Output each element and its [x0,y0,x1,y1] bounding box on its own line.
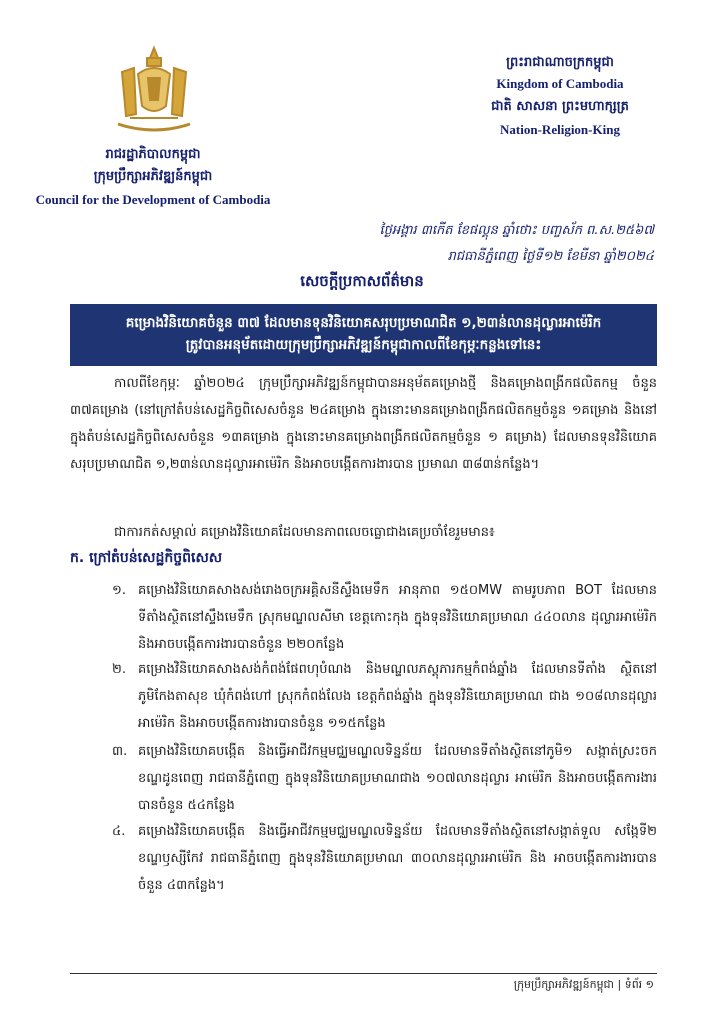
lunar-date: ថ្ងៃអង្គារ ៣កើត ខែផល្គុន ឆ្នាំថោះ បញ្ចស័ក ព.ស.២៥៦៧ [379,223,654,238]
list-item-number: ១. [112,583,126,598]
motto-english: Nation-Religion-King [500,122,620,137]
agency-name-khmer-line2: ក្រុមប្រឹក្សាអភិវឌ្ឍន៍កម្ពុជា [93,169,213,184]
agency-name-khmer-line1: រាជរដ្ឋាភិបាលកម្ពុជា [105,147,201,162]
list-item-text: គម្រោងវិនិយោគបង្កើត និងធ្វើអាជីវកម្មមជ្ឈមណ្ឌលទិន្នន័យ ដែលមានទីតាំងស្ថិតនៅសង្កាត់ទួល សង្កែទី២ ខណ្ឌឫស្សីកែវ រាជធានីភ្នំពេញ ក្នុងទុនវិនិយោគប្រមាណ ៣០លានដុល្លារអាម៉េរិក និង អាចបង្កើតការងារបានចំនួន ៤៣កន្លែង។ [138,824,657,893]
list-item [112,738,657,819]
document-title: សេចក្ដីប្រកាសព័ត៌មាន [300,272,424,290]
footer-page-label: ក្រុមប្រឹក្សាអភិវឌ្ឍន៍កម្ពុជា | ទំព័រ ១ [513,978,654,991]
list-item-number: ៤. [112,824,126,839]
intro-paragraph: កាលពីខែកុម្ភៈ ឆ្នាំ២០២៤ ក្រុមប្រឹក្សាអភិវឌ្ឍន៍កម្ពុជាបានអនុម័តគម្រោងថ្មី និងគម្រោងពង្រីកផលិតកម្ម ចំនួន ៣៧គម្រោង (នៅក្រៅតំបន់សេដ្ឋកិច្ចពិសេសចំនួន ២៤គម្រោង ក្នុងនោះមានគម្រោងពង្រីកផលិតកម្មចំនួន ១គម្រោង និងនៅក្នុងតំបន់សេដ្ឋកិច្ចពិសេសចំនួន ១៣គម្រោង ក្នុងនោះមានគម្រោងពង្រីកផលិតកម្មចំនួន ១ គម្រោង) ដែលមានទុនវិនិយោគសរុបប្រមាណជិត ១,២៣ន់លានដុល្លារអាម៉េរិក និងអាចបង្កើតការងារបាន ប្រមាណ ៣៨៣ន់កន្លែង។ [70,376,657,472]
headline-line-1: គម្រោងវិនិយោគចំនួន ៣៧ ដែលមានទុនវិនិយោគសរុបប្រមាណជិត ១,២៣ន់លានដុល្លារអាម៉េរិក [125,315,602,331]
list-item [112,818,657,899]
kingdom-khmer: ព្រះរាជាណាចក្រកម្ពុជា [506,55,614,70]
highlight-intro-paragraph: ជាការកត់សម្គាល់ គម្រោងវិនិយោគដែលមានភាពលេចធ្លោជាងគេប្រចាំខែរួមមាន៖ [114,525,495,540]
solar-date: រាជធានីភ្នំពេញ ថ្ងៃទី១២ ខែមីនា ឆ្នាំ២០២៤ [447,249,654,264]
list-item-text: គម្រោងវិនិយោគសាងសង់រោងចក្រអគ្គិសនីស្ទឹងមេទឹក អានុភាព ១៥០MW តាមរូបភាព BOT ដែលមាន ទីតាំងស្ថិតនៅស្ទឹងមេទឹក ស្រុកមណ្ឌលសីមា ខេត្តកោះកុង ក្នុងទុនវិនិយោគប្រមាណ ៤៤០លាន ដុល្លារអាម៉េរិក និងអាចបង្កើតការងារបានចំនួន ២២០កន្លែង [138,583,657,652]
list-item [112,577,657,658]
footer-divider [70,973,657,974]
list-item-text: គម្រោងវិនិយោគសាងសង់កំពង់ផែពហុបំណង និងមណ្ឌលភស្តុភារកម្មកំពង់ឆ្នាំង ដែលមានទីតាំង ស្ថិតនៅភូមិកែងតាសុខ ឃុំកំពង់ហៅ ស្រុកកំពង់លែង ខេត្តកំពង់ឆ្នាំង ក្នុងទុនវិនិយោគប្រមាណ ជាង ១០៨លានដុល្លារអាម៉េរិក និងអាចបង្កើតការងារបានចំនួន ១១៥កន្លែង [138,662,657,731]
list-item-text: គម្រោងវិនិយោគបង្កើត និងធ្វើអាជីវកម្មមជ្ឈមណ្ឌលទិន្នន័យ ដែលមានទីតាំងស្ថិតនៅភូមិ១ សង្កាត់ស្រះចក ខណ្ឌដូនពេញ រាជធានីភ្នំពេញ ក្នុងទុនវិនិយោគប្រមាណជាង ១០៧លានដុល្លារ អាម៉េរិក និងអាចបង្កើតការងារបានចំនួន ៥៤កន្លែង [138,744,657,813]
headline-banner [70,304,657,366]
agency-name-english: Council for the Development of Cambodia [35,192,271,207]
royal-coat-of-arms-icon [104,44,204,134]
motto-khmer: ជាតិ សាសនា ព្រះមហាក្សត្រ [491,99,629,114]
list-item [112,656,657,737]
kingdom-english: Kingdom of Cambodia [496,76,624,91]
list-item-number: ២. [112,662,126,677]
list-item-number: ៣. [112,744,128,759]
section-heading-outside-sez: ក. ក្រៅតំបន់សេដ្ឋកិច្ចពិសេស [70,550,223,566]
headline-line-2: ត្រូវបានអនុម័តដោយក្រុមប្រឹក្សាអភិវឌ្ឍន៍កម្ពុជាកាលពីខែកុម្ភៈកន្លងទៅនេះ [185,337,542,353]
